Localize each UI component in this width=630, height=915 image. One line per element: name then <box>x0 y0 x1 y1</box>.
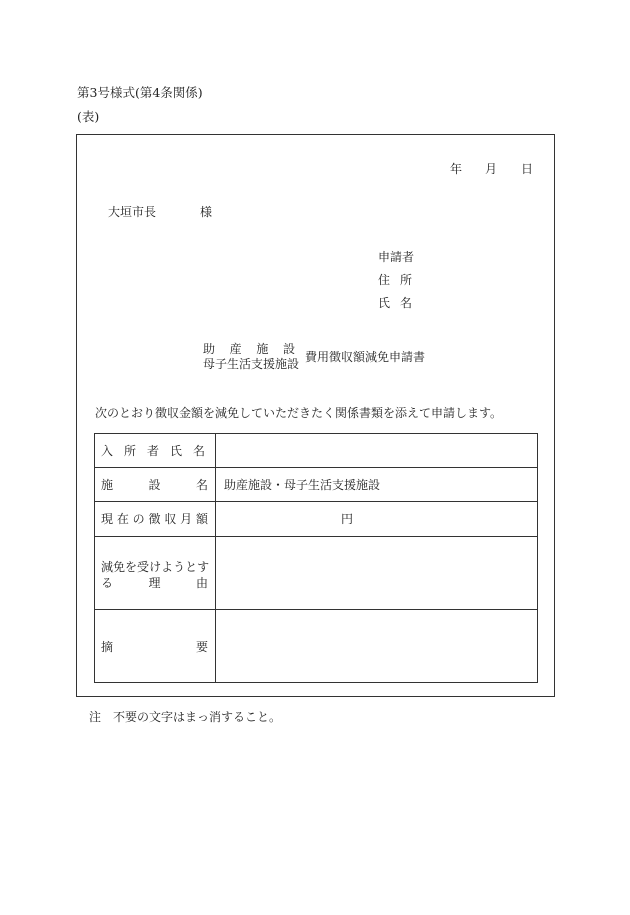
addressee-honorific: 様 <box>200 205 213 219</box>
document-title: 費用徴収額減免申請書 <box>305 350 426 364</box>
applicant-heading: 申請者 <box>378 250 415 264</box>
facility-name-label: 施 設 名 <box>95 468 216 501</box>
applicant-address-label: 住 所 <box>378 273 412 287</box>
date-month-label: 月 <box>485 162 498 176</box>
table-row-monthly-fee <box>95 502 537 537</box>
table-row-facility-name <box>95 468 537 502</box>
title-facility-option-2: 母子生活支援施設 <box>203 357 300 371</box>
monthly-fee-label: 現 在 の 徴 収 月 額 <box>95 502 216 536</box>
date-day-label: 日 <box>521 162 534 176</box>
intro-text: 次のとおり徴収金額を減免していただきたく関係書類を添えて申請します。 <box>95 406 503 420</box>
addressee: 大垣市長 <box>108 205 157 219</box>
facility-name-value: 助産施設・母子生活支援施設 <box>224 478 381 492</box>
table-row-resident-name <box>95 434 537 468</box>
table-row-reason <box>95 537 537 610</box>
title-facility-option-1: 助 産 施 設 <box>203 342 295 356</box>
remarks-label: 摘 要 <box>95 610 216 682</box>
table-row-remarks <box>95 610 537 682</box>
monthly-fee-unit: 円 <box>341 512 354 526</box>
applicant-name-label: 氏 名 <box>378 296 412 310</box>
side-label: (表) <box>77 109 100 124</box>
footer-note: 注 不要の文字はまっ消すること。 <box>89 710 282 724</box>
reason-label: 減 免 を 受 け よ う と す る 理 由 <box>95 537 216 609</box>
date-year-label: 年 <box>450 162 463 176</box>
detail-table <box>94 433 538 683</box>
resident-name-label: 入 所 者 氏 名 <box>95 434 216 467</box>
form-number: 第3号様式(第4条関係) <box>77 85 203 100</box>
